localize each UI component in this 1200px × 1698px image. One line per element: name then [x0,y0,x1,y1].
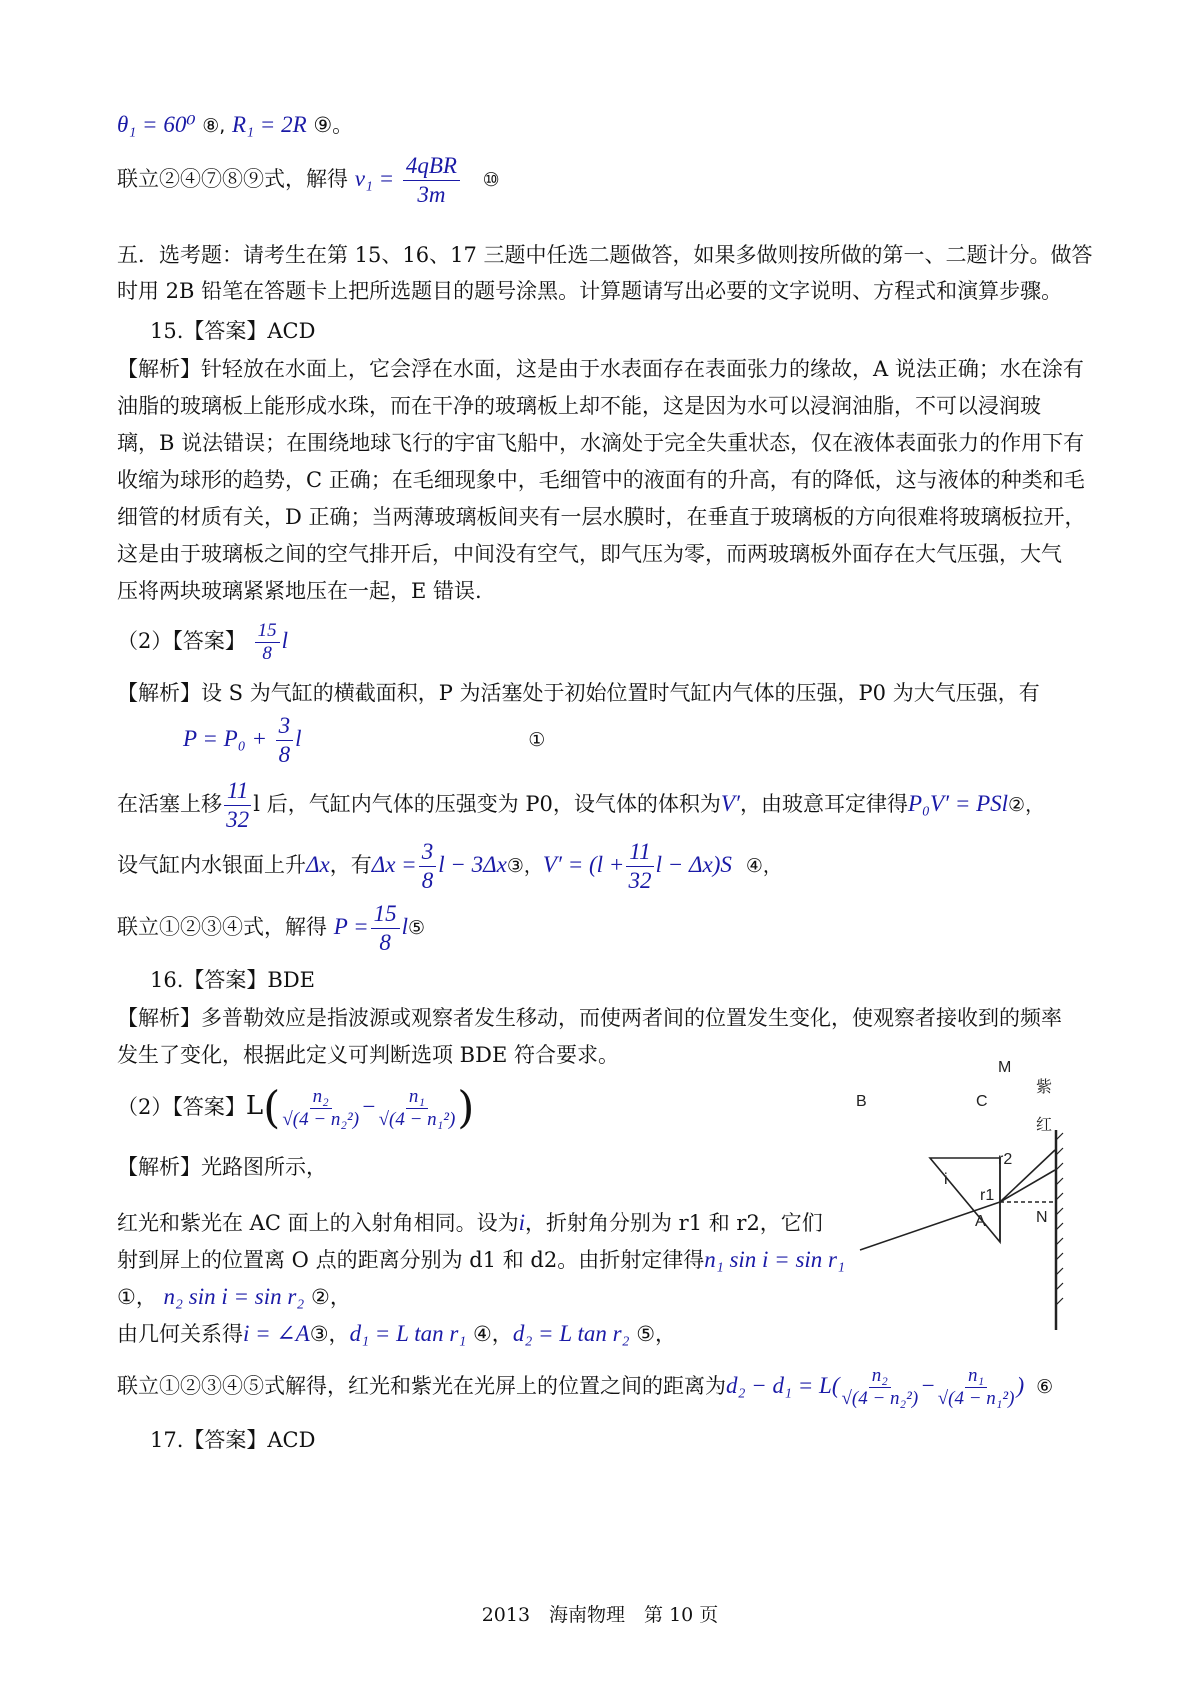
q15-answer: 15.【答案】ACD [150,319,316,343]
denominator: √(4 − n₂²) [841,1388,919,1409]
numerator: 15 [255,620,280,643]
text: 射到屏上的位置离 O 点的距离分别为 d1 和 d2。由折射定律得 [117,1248,705,1272]
fraction [626,838,653,895]
q16-analysis-line: 【解析】多普勒效应是指波源或观察者发生移动，而使两者间的位置发生变化，使观察者接收到的频率 [117,1006,1062,1030]
math-l: l [295,726,302,751]
math: Δx = [371,852,417,877]
text: 设气缸内水银面上升 [117,853,306,877]
denominator: 8 [379,930,391,955]
paren-right: ) [457,1082,475,1134]
eq-marker: ④， [472,1322,513,1346]
q15b-analysis: 【解析】设 S 为气缸的横截面积，P 为活塞处于初始位置时气缸内气体的压强，P0 为大气压强，有 [117,681,1040,705]
eq-marker: ②， [311,1285,351,1309]
text: 红光和紫光在 AC 面上的入射角相同。设为 [117,1211,519,1235]
eq-marker: ⑤， [636,1322,677,1346]
label-r2: r2 [998,1151,1013,1168]
label-c: C [976,1093,988,1110]
text: 由几何关系得 [117,1322,243,1346]
equation-2 [117,777,1044,834]
numerator: 3 [419,838,437,867]
math-l: l [281,628,288,653]
math: i = ∠A [243,1321,310,1346]
math: P = [333,914,369,939]
text: 联立①②③④⑤式解得，红光和紫光在光屏上的位置之间的距离为 [117,1374,726,1398]
eq-marker: ⑨。 [313,113,354,137]
fraction [419,838,437,895]
eq-marker: ⑩ [482,169,500,191]
denominator: 32 [226,807,250,832]
eq-marker: ⑥ [1036,1376,1054,1398]
denominator: 32 [628,868,652,893]
math-theta: θ₁ = 60⁰ [117,112,196,137]
math: P₀V′ = PSl [907,791,1009,816]
numerator: 11 [224,777,251,806]
section5-line2: 时用 2B 铅笔在答题卡上把所选题目的题号涂黑。计算题请写出必要的文字说明、方程式和演算步骤。 [117,279,1063,303]
equation-3 [117,838,782,895]
equation-v1 [117,152,500,209]
fraction [224,777,251,834]
eq-marker: ③， [506,855,543,877]
numerator: 15 [371,900,400,929]
eq-marker: ③， [309,1322,350,1346]
eq-marker: ⑤ [407,917,426,939]
q16-analysis-line: 发生了变化，根据此定义可判断选项 BDE 符合要求。 [117,1043,619,1067]
math: d₂ = L tan r₂ [512,1321,630,1346]
label-violet: 紫 [1036,1079,1053,1096]
text: ，由玻意耳定律得 [739,792,908,816]
q15-analysis-line: 细管的材质有关，D 正确；当两薄玻璃板间夹有一层水膜时，在垂直于玻璃板的方向很难将玻璃板拉开， [117,505,1086,529]
denominator: √(4 − n₁²) [937,1388,1015,1409]
numerator: 11 [626,838,653,867]
q16b-answer: （2）【答案】L( $\frac{\text{n₂}}{\text{√(4 − n₂²)}}$ − $\frac{\text{n₁}}{\text{√(4 − n₁²)}}$ ) [117,1082,475,1134]
math: V′ [720,791,740,816]
fraction [403,152,460,209]
numerator: n₁ [406,1086,428,1109]
q16-text-line [117,1319,676,1349]
math: P = P₀ + [183,726,267,751]
math: n₂ sin i = sin r₂ [163,1284,305,1309]
math-l: l [401,914,408,939]
fraction [282,1086,359,1131]
q16-text-line [117,1282,351,1312]
page-footer: 2013 海南物理 第 10 页 [481,1604,719,1626]
denominator: √(4 − n₁²) [378,1109,456,1130]
q16b-analysis: 【解析】光路图所示， [117,1155,327,1179]
equation-4 [117,900,425,957]
math: Δx [306,852,330,877]
label: （2）【答案】 [117,629,246,653]
math: l − Δx)S [655,852,732,877]
label-n: N [1036,1209,1048,1226]
denominator: √(4 − n₂²) [282,1109,360,1130]
math: n₁ sin i = sin r₁ [704,1247,845,1272]
q16-answer: 16.【答案】BDE [150,968,315,992]
text: l 后，气缸内气体的压强变为 P0，设气体的体积为 [253,792,721,816]
text: ，折射角分别为 r1 和 r2，它们 [524,1211,823,1235]
q15-analysis-line: 璃，B 说法错误；在围绕地球飞行的宇宙飞船中，水滴处于完全失重状态，仅在液体表面张力的作用下有 [117,431,1085,455]
math-radius: R₁ = 2R [232,112,307,137]
denominator: 8 [262,643,272,664]
label-m: M [998,1060,1012,1076]
numerator: 3 [276,712,294,741]
label-i: i [944,1171,948,1188]
equation-1 [183,712,545,769]
denominator: 8 [421,868,434,893]
label-b: B [856,1093,867,1110]
numerator: 4qBR [403,152,460,181]
red-ray [1000,1170,1055,1202]
eq-marker: ①， [117,1285,157,1309]
optics-diagram [850,1060,1080,1340]
fraction [938,1365,1015,1410]
eq-marker: ④， [745,855,782,877]
math-v1: v₁ = [354,166,395,191]
q16-text-line [117,1208,823,1238]
math: V′ = (l + [542,852,625,877]
denominator: 3m [417,182,446,207]
fraction [276,712,294,769]
q15-analysis-line: 收缩为球形的趋势，C 正确；在毛细现象中，毛细管中的液面有的升高，有的降低，这与液体的种类和毛 [117,468,1085,492]
text: 联立①②③④式，解得 [117,915,327,939]
fraction [841,1365,918,1410]
q17-answer: 17.【答案】ACD [150,1428,316,1452]
label-red: 红 [1036,1117,1053,1134]
label-r1: r1 [980,1187,995,1204]
math: ) [1016,1373,1025,1398]
q16-text-line [117,1245,845,1275]
text: ，有 [329,853,372,877]
fraction [379,1086,456,1131]
label: （2）【答案】 [117,1095,246,1119]
numerator: n₂ [310,1086,332,1109]
q15-analysis-line: 这是由于玻璃板之间的空气排开后，中间没有空气，即气压为零，而两玻璃板外面存在大气压强，大气 [117,542,1062,566]
equation-theta [117,110,353,141]
q15-analysis-line: 压将两块玻璃紧紧地压在一起，E 错误. [117,579,482,603]
numerator: n₁ [965,1365,987,1388]
paren-left: ( [263,1082,281,1134]
label-a: A [975,1213,986,1230]
q16-final-line: 联立①②③④⑤式解得，红光和紫光在光屏上的位置之间的距离为d₂ − d₁ = L( $\frac{\text{n₂}}{\text{√(4 − n₂²)}}$ − $\frac{\text{n₁}}{\text{√(4 − n₁²)}}$ ) ⑥ [117,1365,1054,1409]
numerator: n₂ [869,1365,891,1388]
eq-marker: ②， [1008,794,1045,816]
fraction [255,620,280,665]
math: d₁ = L tan r₁ [349,1321,467,1346]
q15b-answer [117,620,288,665]
math-L: L [245,1091,264,1121]
fraction [371,900,400,957]
eq-marker: ① [528,729,546,751]
text: 在活塞上移 [117,792,222,816]
q15-analysis-line: 【解析】针轻放在水面上，它会浮在水面，这是由于水表面存在表面张力的缘故，A 说法正确；水在涂有 [117,357,1084,381]
text: 联立②④⑦⑧⑨式，解得 [117,167,348,191]
q15-analysis-line: 油脂的玻璃板上能形成水珠，而在干净的玻璃板上却不能，这是因为水可以浸润油脂，不可以浸润玻 [117,394,1041,418]
eq-marker: ⑧, [202,115,226,137]
math: d₂ − d₁ = L( [726,1373,840,1398]
math: i [518,1210,525,1235]
denominator: 8 [278,742,291,767]
section5-line1: 五．选考题：请考生在第 15、16、17 三题中任选二题做答，如果多做则按所做的第一、二题计分。做答 [117,243,1093,267]
math: l − 3Δx [438,852,507,877]
